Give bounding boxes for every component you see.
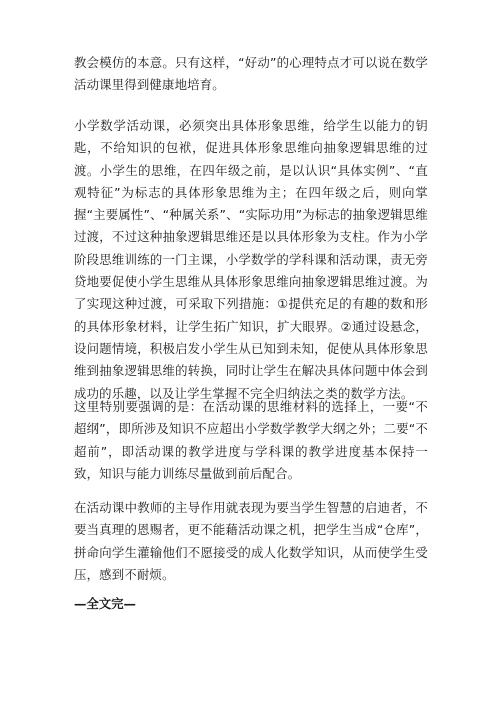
paragraph-teacher-role: 在活动课中教师的主导作用就表现为要当学生智慧的启迪者，不要当真理的恩赐者，更不能藉活动课之机，把学生当成“仓库”，拼命向学生灌输他们不愿接受的成人化数学知识，从而使学生受压，感到不耐烦。 bbox=[74, 500, 428, 582]
end-of-document-mark: —全文完— bbox=[74, 596, 136, 611]
paragraph-thinking-development: 小学数学活动课，必须突出具体形象思维，给学生以能力的钥匙，不给知识的包袱，促进具体形象思维向抽象逻辑思维的过渡。小学生的思维，在四年级之前，是以认识“具体实例”、“直观特征”为标志的具体形象思维为主；在四年级之后，则向掌握“主要属性”、“种属关系”、“实际功用”为标志的抽象逻辑思维过渡，不过这种抽象逻辑思维还是以具体形象为支柱。作为小学阶段思维训练的一门主课，小学数学的学科课和活动课，责无旁贷地要促使小学生思维从具体形象思维向抽象逻辑思维过渡。为了实现这种过渡，可采取下列措施：①提供充足的有趣的数和形的具体形象材料，让学生拓广知识，扩大眼界。②通过设悬念，设问题情境，积极启发小学生从已知到未知，促使从具体形象思维到抽象逻辑思维的转换，同时让学生在解决具体问题中体会到成功的乐趣，以及让学生掌握不完全归纳法之类的数学方法。 bbox=[74, 118, 428, 401]
paragraph-continuation: 教会模仿的本意。只有这样，“好动”的心理特点才可以说在数学活动课里得到健康地培育。 bbox=[74, 55, 428, 93]
paragraph-material-selection: 这里特别要强调的是：在活动课的思维材料的选择上，一要“不超纲”，即所涉及知识不应超出小学数学教学大纲之外；二要“不超前”，即活动课的教学进度与学科课的教学进度基本保持一致，知识与能力训练尽量做到前后配合。 bbox=[74, 399, 428, 481]
